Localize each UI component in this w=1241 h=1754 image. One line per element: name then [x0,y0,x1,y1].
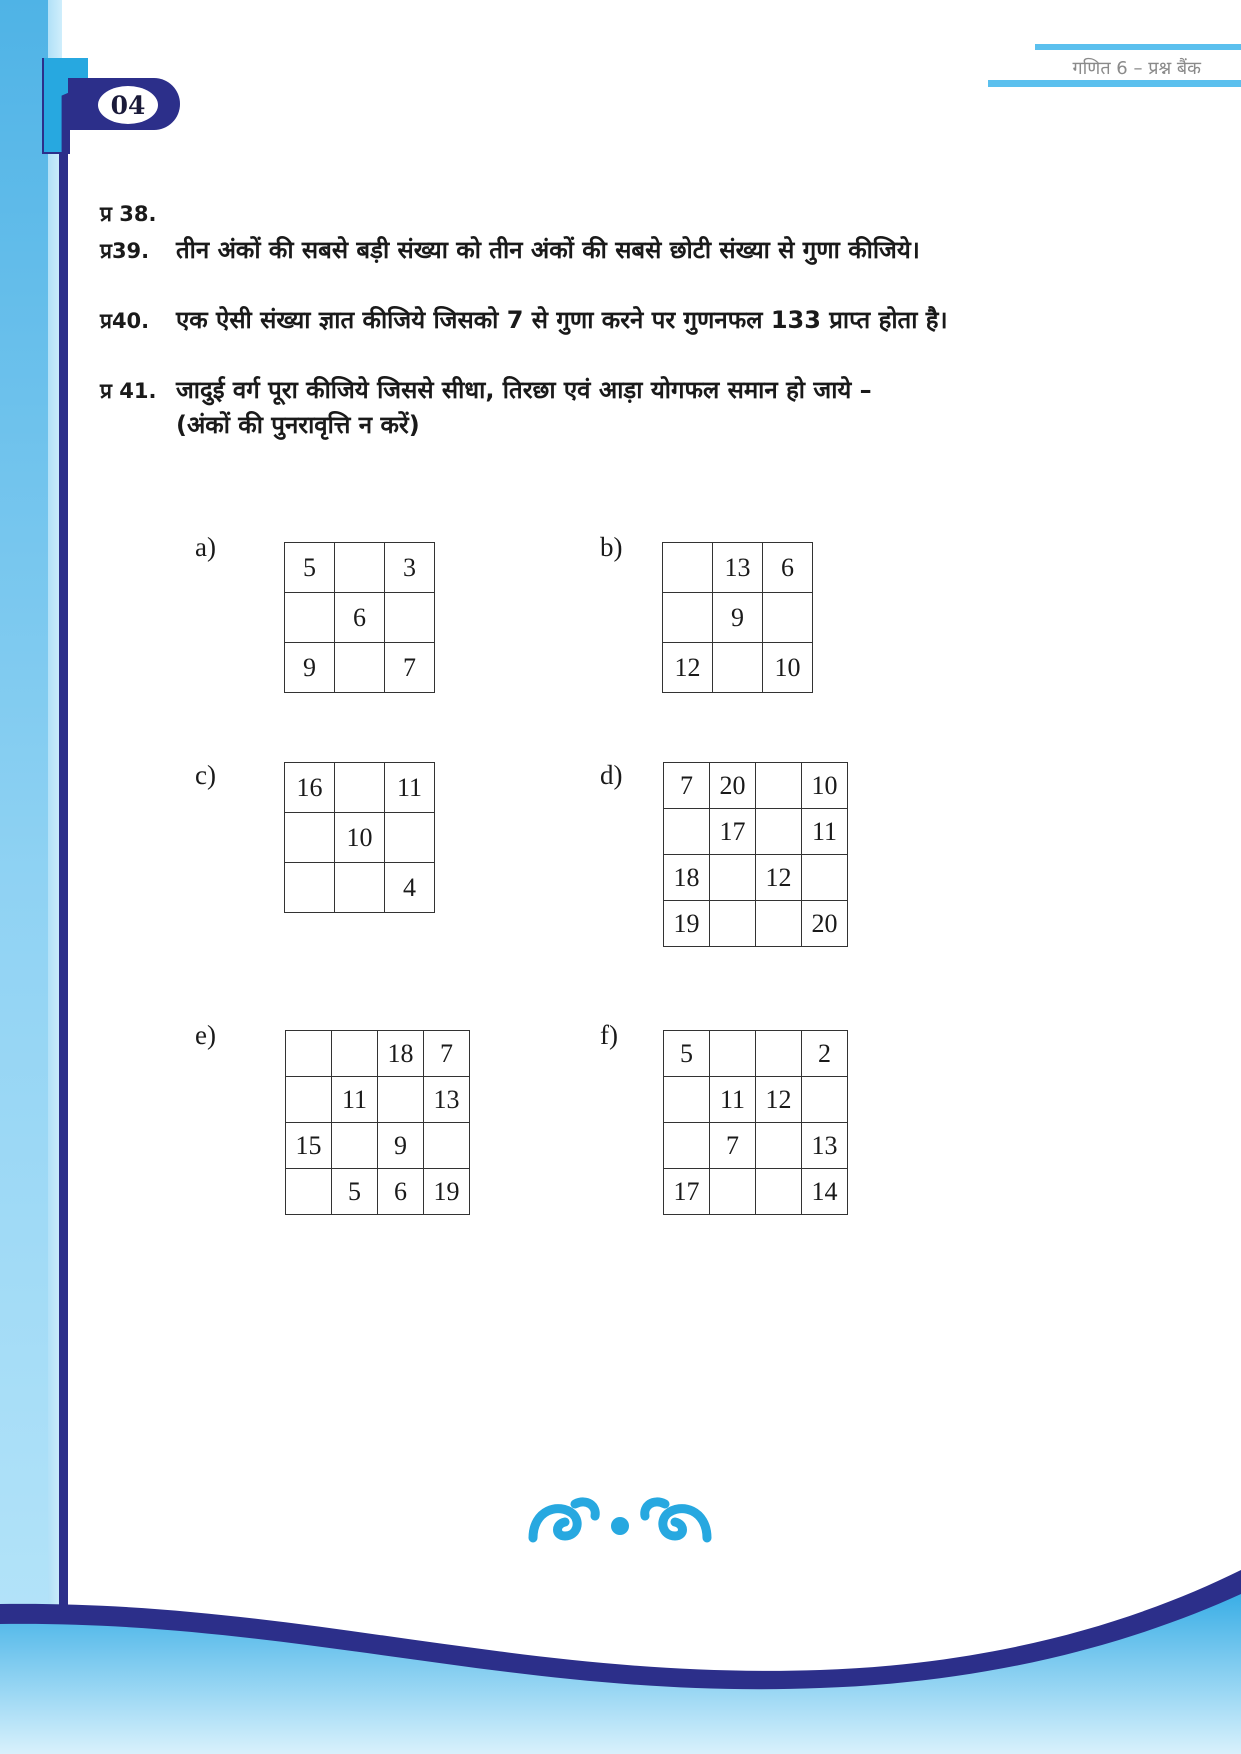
grid-cell [335,543,385,593]
grid-cell: 11 [802,809,848,855]
grid-cell [713,643,763,693]
option-label-d: d) [600,760,623,790]
grid-cell [664,809,710,855]
grid-cell: 20 [710,763,756,809]
left-decor-gradient [0,0,48,1754]
grid-cell: 5 [664,1031,710,1077]
header-rule-top [1035,44,1241,50]
grid-cell: 14 [802,1169,848,1215]
question-number: प्र40. [100,309,150,333]
page-number: 04 [98,86,158,124]
grid-cell [756,763,802,809]
grid-cell [335,863,385,913]
question-number: प्र 38. [100,202,157,226]
grid-cell [664,1077,710,1123]
header-title: गणित 6 – प्रश्न बैंक [1072,58,1201,79]
grid-cell: 10 [802,763,848,809]
grid-cell [756,901,802,947]
grid-cell: 12 [663,643,713,693]
grid-cell: 16 [285,763,335,813]
grid-cell: 7 [710,1123,756,1169]
grid-cell [285,813,335,863]
grid-cell: 3 [385,543,435,593]
grid-cell: 7 [385,643,435,693]
grid-cell [385,813,435,863]
grid-cell: 7 [424,1031,470,1077]
question-number: प्र39. [100,239,150,263]
grid-row [664,855,848,901]
grid-cell [286,1169,332,1215]
grid-cell: 11 [710,1077,756,1123]
grid-cell: 7 [664,763,710,809]
grid-cell [802,855,848,901]
grid-cell [663,543,713,593]
ornament-logo-icon [525,1492,715,1548]
left-decor-pole [59,60,68,1620]
bottom-wave-decor [0,1560,1241,1754]
grid-row [664,763,848,809]
question-39 [100,232,920,268]
grid-cell [756,1031,802,1077]
grid-cell [285,593,335,643]
grid-cell: 19 [664,901,710,947]
grid-cell [763,593,813,643]
grid-cell [385,593,435,643]
grid-cell: 5 [285,543,335,593]
grid-cell: 19 [424,1169,470,1215]
grid-cell: 6 [378,1169,424,1215]
grid-row [664,901,848,947]
option-label-c: c) [195,760,216,790]
grid-row [285,763,435,813]
magic-square-a [284,542,435,693]
grid-cell: 18 [664,855,710,901]
grid-cell [332,1123,378,1169]
grid-row [663,543,813,593]
grid-cell [802,1077,848,1123]
grid-cell: 9 [378,1123,424,1169]
grid-cell: 6 [763,543,813,593]
grid-cell: 9 [713,593,763,643]
grid-row [286,1169,470,1215]
grid-row [285,593,435,643]
magic-square-c [284,762,435,913]
grid-cell: 11 [385,763,435,813]
grid-cell [756,809,802,855]
grid-cell [664,1123,710,1169]
grid-cell [378,1077,424,1123]
grid-cell: 5 [332,1169,378,1215]
grid-row [286,1031,470,1077]
grid-cell [756,1169,802,1215]
grid-cell: 13 [802,1123,848,1169]
grid-cell: 17 [710,809,756,855]
grid-cell: 6 [335,593,385,643]
grid-cell: 17 [664,1169,710,1215]
grid-row [285,543,435,593]
question-41 [100,372,872,408]
question-text: जादुई वर्ग पूरा कीजिये जिससे सीधा, तिरछा एवं आड़ा योगफल समान हो जाये – [176,376,872,404]
grid-cell: 12 [756,1077,802,1123]
grid-row [663,643,813,693]
grid-row [664,1123,848,1169]
grid-row [664,809,848,855]
grid-row [664,1077,848,1123]
grid-cell [335,763,385,813]
grid-cell: 10 [763,643,813,693]
magic-square-f [663,1030,848,1215]
grid-row [285,813,435,863]
grid-row [286,1077,470,1123]
option-label-e: e) [195,1020,216,1050]
grid-cell: 18 [378,1031,424,1077]
option-label-a: a) [195,532,216,562]
grid-cell [710,1031,756,1077]
grid-cell [285,863,335,913]
grid-cell [424,1123,470,1169]
magic-square-e [285,1030,470,1215]
question-text: एक ऐसी संख्या ज्ञात कीजिये जिसको 7 से गुणा करने पर गुणनफल 133 प्राप्त होता है। [176,306,948,334]
grid-cell [286,1077,332,1123]
grid-row [285,863,435,913]
grid-cell: 15 [286,1123,332,1169]
grid-cell [710,1169,756,1215]
grid-cell [663,593,713,643]
header-rule-bottom [988,80,1241,87]
grid-cell: 13 [713,543,763,593]
grid-cell: 10 [335,813,385,863]
option-label-b: b) [600,532,623,562]
grid-cell: 9 [285,643,335,693]
grid-cell: 4 [385,863,435,913]
question-number: प्र 41. [100,379,157,403]
grid-cell: 13 [424,1077,470,1123]
grid-cell: 2 [802,1031,848,1077]
grid-cell: 20 [802,901,848,947]
grid-row [286,1123,470,1169]
question-38 [100,200,176,228]
option-label-f: f) [600,1020,618,1050]
grid-cell: 11 [332,1077,378,1123]
grid-row [664,1169,848,1215]
grid-cell [710,901,756,947]
question-text: तीन अंकों की सबसे बड़ी संख्या को तीन अंकों की सबसे छोटी संख्या से गुणा कीजिये। [176,236,920,264]
grid-cell [332,1031,378,1077]
question-41-note: (अंकों की पुनरावृत्ति न करें) [176,411,420,439]
grid-cell: 12 [756,855,802,901]
grid-row [663,593,813,643]
grid-cell [756,1123,802,1169]
grid-row [664,1031,848,1077]
grid-row [285,643,435,693]
magic-square-d [663,762,848,947]
magic-square-b [662,542,813,693]
grid-cell [286,1031,332,1077]
grid-cell [710,855,756,901]
grid-cell [335,643,385,693]
question-40 [100,302,948,338]
